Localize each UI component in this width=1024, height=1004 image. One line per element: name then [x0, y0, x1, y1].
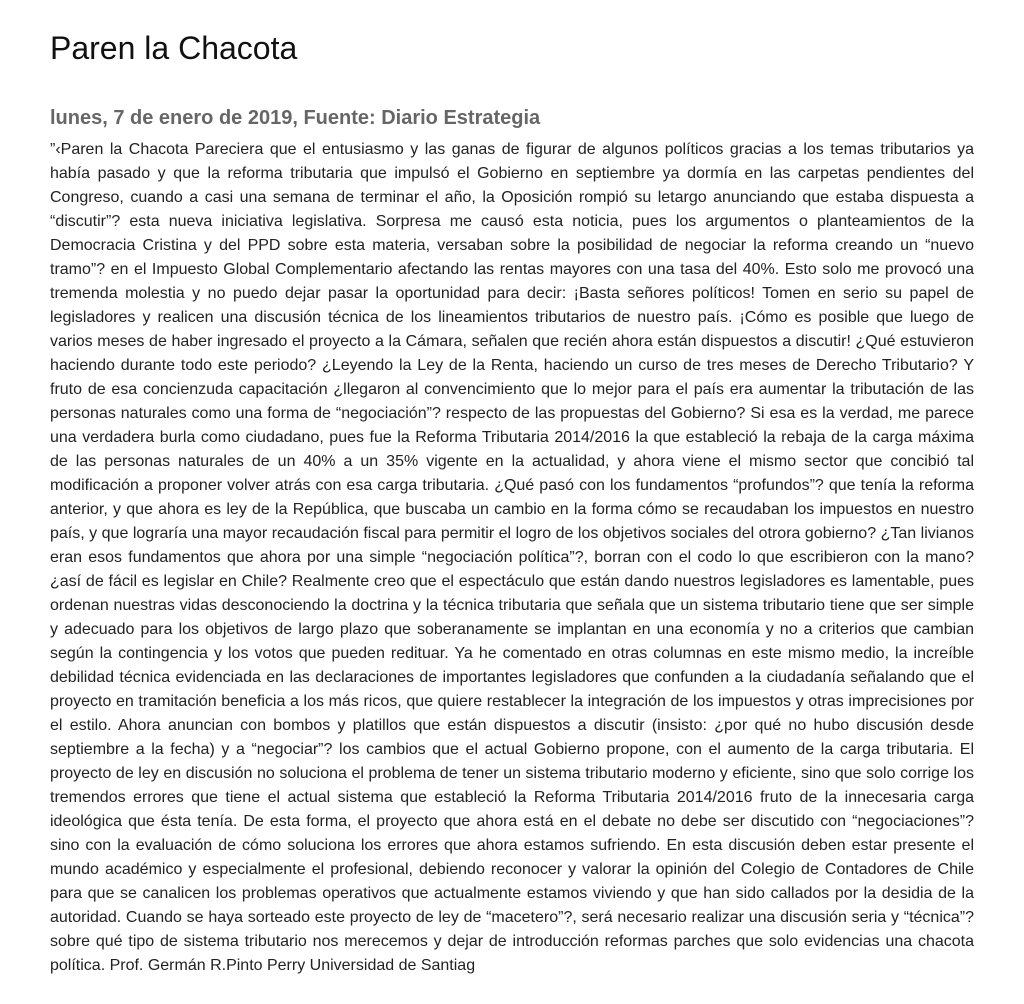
- article-date-source: lunes, 7 de enero de 2019, Fuente: Diario Estrategia: [50, 107, 541, 129]
- page-title: Paren la Chacota: [50, 30, 298, 66]
- article-body: ”‹Paren la Chacota Pareciera que el entusiasmo y las ganas de figurar de algunos políticos gracias a los temas tributarios ya había pasado y que la reforma tributaria que impulsó el Gobierno en septiembre ya dormía en las carpetas pendientes del Congreso, cuando a casi una semana de terminar el año, la Oposición rompió su letargo anunciando que estaba dispuesta a “discutir”? esta nueva iniciativa legislativa. Sorpresa me causó esta noticia, pues los argumentos o planteamientos de la Democracia Cristina y del PPD sobre esta materia, versaban sobre la posibilidad de negociar la reforma creando un “nuevo tramo”? en el Impuesto Global Complementario afectando las rentas mayores con una tasa del 40%. Esto solo me provocó una tremenda molestia y no puedo dejar pasar la oportunidad para decir: ¡Basta señores políticos! Tomen en serio su papel de legisladores y realicen una discusión técnica de los lineamientos tributarios de nuestro país. ¡Cómo es posible que luego de varios meses de haber ingresado el proyecto a la Cámara, señalen que recién ahora están dispuestos a discutir! ¿Qué estuvieron haciendo durante todo este periodo? ¿Leyendo la Ley de la Renta, haciendo un curso de tres meses de Derecho Tributario? Y fruto de esa concienzuda capacitación ¿llegaron al convencimiento que lo mejor para el país era aumentar la tributación de las personas naturales como una forma de “negociación”? respecto de las propuestas del Gobierno? Si esa es la verdad, me parece una verdadera burla como ciudadano, pues fue la Reforma Tributaria 2014/2016 la que estableció la rebaja de la carga máxima de las personas naturales de un 40% a un 35% vigente en la actualidad, y ahora viene el mismo sector que concibió tal modificación a proponer volver atrás con esa carga tributaria. ¿Qué pasó con los fundamentos “profundos”? que tenía la reforma anterior, y que ahora es ley de la República, que buscaba un cambio en la forma cómo se recaudaban los impuestos en nuestro país, y que lograría una mayor recaudación fiscal para permitir el logro de los objetivos sociales del otrora gobierno? ¿Tan livianos eran esos fundamentos que ahora por una simple “negociación política”?, borran con el codo lo que escribieron con la mano? ¿así de fácil es legislar en Chile? Realmente creo que el espectáculo que están dando nuestros legisladores es lamentable, pues ordenan nuestras vidas desconociendo la doctrina y la técnica tributaria que señala que un sistema tributario tiene que ser simple y adecuado para los objetivos de largo plazo que soberanamente se implantan en una economía y no a criterios que cambian según la contingencia y los votos que pueden redituar. Ya he comentado en otras columnas en este mismo medio, la increíble debilidad técnica evidenciada en las declaraciones de importantes legisladores que confunden a la ciudadanía señalando que el proyecto en tramitación beneficia a los más ricos, que quiere restablecer la integración de los impuestos y otras imprecisiones por el estilo. Ahora anuncian con bombos y platillos que están dispuestos a discutir (insisto: ¿por qué no hubo discusión desde septiembre a la fecha) y a “negociar”? los cambios que el actual Gobierno propone, con el aumento de la carga tributaria. El proyecto de ley en discusión no soluciona el problema de tener un sistema tributario moderno y eficiente, sino que solo corrige los tremendos errores que tiene el actual sistema que estableció la Reforma Tributaria 2014/2016 fruto de la innecesaria carga ideológica que ésta tenía. De esta forma, el proyecto que ahora está en el debate no debe ser discutido con “negociaciones”? sino con la evaluación de cómo soluciona los errores que ahora estamos sufriendo. En esta discusión deben estar presente el mundo académico y especialmente el profesional, debiendo reconocer y valorar la opinión del Colegio de Contadores de Chile para que se canalicen los problemas operativos que actualmente estamos viviendo y que han sido callados por la desidia de la autoridad. Cuando se haya sorteado este proyecto de ley de “macetero”?, será necesario realizar una discusión seria y “técnica”? sobre qué tipo de sistema tributario nos merecemos y dejar de introducción reformas parches que solo evidencias una chacota política. Prof. Germán R.Pinto Perry Universidad de Santiag: [50, 141, 974, 974]
